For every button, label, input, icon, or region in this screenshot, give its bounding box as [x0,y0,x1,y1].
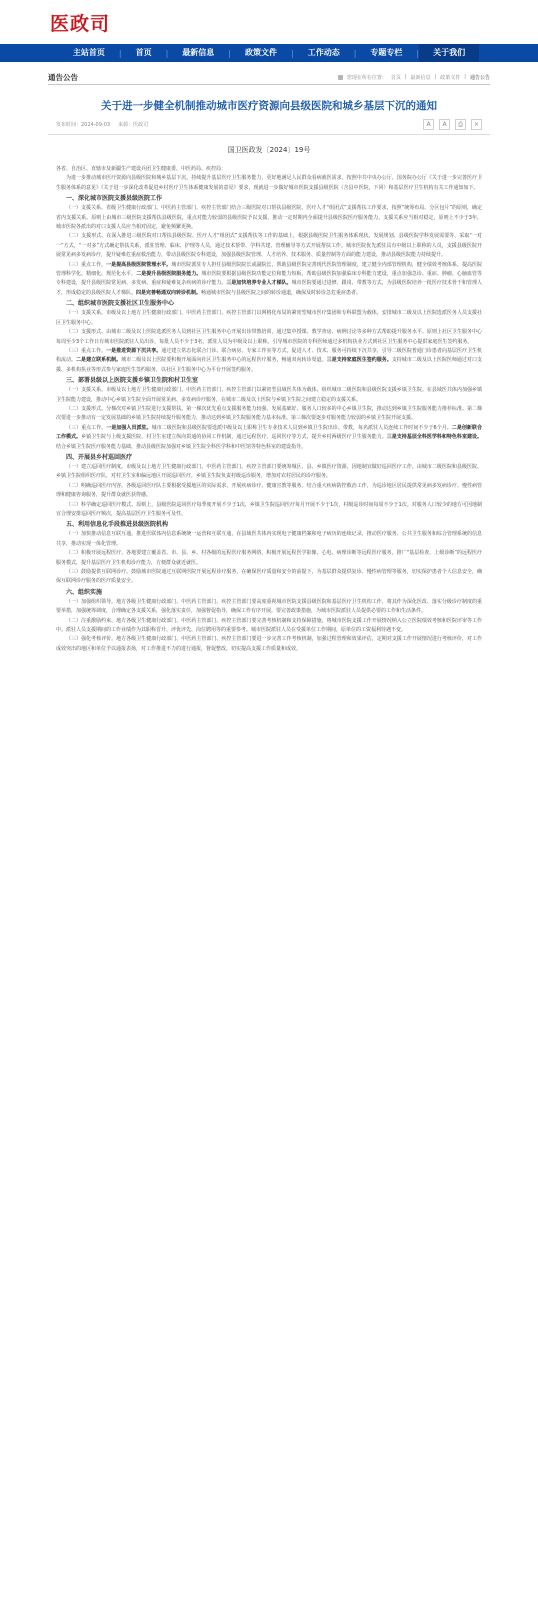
addressee: 各省、自治区、直辖市及新疆生产建设兵团卫生健康委、中医药局、疾控局： [56,166,227,172]
point-text: 城市医院派驻专人担任县级医院院长或副院长，帮助县级医院完善现代医院管理制度，建立健全内部管理机构，健全绩效考核体系。提高医院管理科学化、精细化、规范化水平。 [56,261,482,278]
section-bar [48,70,490,85]
site-header [0,0,538,44]
document-number: 国卫医政发〔2024〕19号 [227,146,311,154]
paragraph-text: 由城市二级及以上医院选派医务人员到社区卫生服务中心开展出诊带教培训，通过集中授课、教学查房、病例讨论等多种方式帮助提升服务水平。原则上社区卫生服务中心每周至少3个工作日有城市医院派驻人员出诊，每批人员不少于3名，派驻人员为中级及以上职称。引导城市医院的专科医师通过多机构执业方式到社区卫生服务中心提供家庭医生签约服务。 [56,329,482,345]
breadcrumb-item[interactable]: 首页 [390,74,401,81]
breadcrumb-item[interactable]: 政策文件 [440,74,461,81]
paragraph-text: 省级卫生健康行政部门、中医药主管部门、疾控主管部门结合三级医院对口帮扶县级医院、医疗人才“组团式”支援帮扶工作要求，按照“统筹布局、分区包片”的原则，确定省内支援关系。原则上由城市三级医院支援帮扶县级医院，重点对能力较弱的县级医院予以支援，推动一定时期内全面提升县级医院医疗服务能力。支援关系应当相对稳定，原则上不少于3年，城市医院各派出的对口支援人员应当相对固定，避免频繁更换。 [56,205,482,231]
paragraph-text: 鼓励城市医院通过互联网医院开展远程诊疗服务，在确保医疗质量和安全的前提下，为基层群众提供复诊、慢性病管理等服务，切实保护患者个人信息安全，确保互联网诊疗服务的医疗质量安全。 [56,569,482,585]
point-text: 通过建立常态化联合门诊、联合病房、专家工作室等方式，促进人才、技术、服务可持续下沉共享，引导二级医院普通门诊患者向基层医疗卫生机构流动。 [56,347,482,364]
paragraph-lead: （一）加强组织领导。 [66,598,117,605]
paragraph-lead: （二）积极开展远程医疗。 [66,550,127,557]
breadcrumb [338,74,490,81]
section-paragraph [56,328,482,347]
paragraph-text: 地方各级卫生健康行政部门、中医药主管部门、疾控主管部门要进一步完善工作考核机制，加强过程管理和效果评估，定期对支援工作开展情况进行考核评价，对工作成效突出的地区和单位予以通报表扬，对工作推进不力的进行通报，督促整改，切实提高支援工作质量和成效。 [56,636,482,652]
paragraph-lead: （三）强化考核评价。 [66,636,117,643]
section-paragraph [56,463,482,482]
section-heading: 三、部署县级以上医院支援乡镇卫生院和村卫生室 [66,377,199,385]
bold-point: 一是加强人员派驻。 [106,424,152,431]
font-increase-button[interactable]: A [423,119,434,130]
section-paragraph [56,261,482,299]
breadcrumb-separator: | [464,74,466,80]
section-heading: 六、组织实施 [66,588,103,596]
section-paragraph [56,530,482,549]
paragraph-text: 分梯次对乡镇卫生院进行支援帮扶。第一梯次优先重点支援服务能力较强、发展基础好、服务人口较多的中心乡镇卫生院，推动达到乡镇卫生院服务能力推荐标准。第二梯次要进一步推动有一定发展基础的乡镇卫生院持续提升服务能力，推动达到乡镇卫生院服务能力基本标准。第三梯次要逐步对服务能力较弱的乡镇卫生院开展支援。 [56,405,482,422]
point-text: 支持城市二级及以上医院医师通过对口支援、多机构执业等形式参与家庭医生签约服务，以社区卫生服务中心为平台开展签约服务。 [56,357,482,373]
paragraph-lead: （二）支援形式。 [66,233,107,240]
point-text: 畅通城市医院与县级医院之间的转诊通道，确保及时转诊急危重症患者。 [201,289,362,296]
section-heading: 一、深化城市医院支援县级医院工作 [66,195,163,203]
publish-date: 发布时间：2024-09-03 [56,122,111,128]
point-text: 城市二级及以上医院要积极开展面向社区卫生服务中心的远程医疗服务，畅通双向转诊渠道。 [121,357,327,364]
paragraph-text: 市级及以上地方卫生健康行政部门、中医药主管部门、疾控主管部门以网格化布局的紧密型城市医疗集团和专科联盟为载体，安排城市二级及以上医院选派医务人员支援社区卫生服务中心。 [56,310,482,326]
section-paragraph [56,549,482,568]
section-paragraph [56,232,482,260]
bold-point: 二是建立联系机制。 [76,357,122,364]
article-tools [423,119,482,130]
section-paragraph [56,482,482,501]
main-nav [0,44,538,62]
point-text: 城市医院要通过进修、跟岗、带教等方式，为县级医院培养一批医疗技术骨干和管理人才，形成稳定的县级医院人才梯队。 [56,280,482,296]
close-button[interactable]: × [471,119,482,130]
breadcrumb-separator: | [404,74,407,80]
print-button[interactable]: ⎙ [455,119,466,130]
section-paragraph [56,309,482,328]
paragraph-lead: （一）建立巡回医疗制度。 [66,463,127,470]
section-paragraph [56,568,482,587]
bold-point: 三是支持基层全科医学科和特色科室建设。 [386,434,482,441]
breadcrumb-item[interactable]: 通告公告 [469,74,490,81]
font-decrease-button[interactable]: A [439,119,450,130]
bold-point: 二是提升县级医院服务能力。 [136,271,202,278]
nav-item[interactable]: 主站首页 [72,48,105,57]
paragraph-lead: （一）支援关系。 [66,310,107,317]
bold-point: 一是提高县级医院管理水平。 [106,261,172,268]
paragraph-text: 各级巡回医疗队主要根据受援地区的实际需求，开展疾病诊疗、健康宣教等服务。结合重大疾病防控救治工作，为巡诊地区居民提供常见病多发病诊疗、慢性病管理和健康咨询服务，提升群众就医获得感。 [56,482,482,499]
paragraph-lead: （三）重点工作。 [66,424,107,431]
nav-item[interactable]: 工作动态 [307,48,340,57]
paragraph-lead: （二）明确巡回医疗内容。 [66,482,127,489]
point-text: 结合乡镇卫生院医疗服务能力基础，推动县级医院加强对乡镇卫生院全科医学科和中医馆等特色科室的建设指导。 [56,443,307,450]
section-paragraph [56,405,482,424]
breadcrumb-separator: | [434,74,437,80]
paragraph-text: 在深入推进三级医院对口帮扶县级医院、医疗人才“组团式”支援帮扶等工作的基础上，根据县级医院卫生服务体系现状、发展规划、县级医院学科发展需要等，采取“一对一”方式，“一对多”方式确定帮扶关系，派驻管理、临床、护理等人员，通过技术帮带、学科共建、管理辅导等方式开展帮扶工作。城市医院优先派驻具有中级以上职称的人员，支援县级医院开展常见病多发病诊疗，提升疑难危重症救治能力，带动县级医院专科建设，加强县级医院管理、人才培养、技术服务、质量控制等方面的能力建设，推动县级医院能力持续提升。 [56,233,482,259]
nav-item[interactable]: 政策文件 [245,48,277,57]
breadcrumb-label: 您现在所在位置： [346,74,387,81]
section-paragraph [56,347,482,375]
paragraph-text: 市级及以上地方卫生健康行政部门、中医药主管部门、疾控主管部门要统筹城区、县、乡镇医疗资源，因地制宜做好巡回医疗工作。由城市二级医院和县级医院、乡镇卫生院组织医疗队，对村卫生室和偏远地区开展巡回医疗，乡镇卫生院负责村级巡诊服务，增加对农村居民的诊疗服务。 [56,463,482,480]
home-icon [338,75,343,80]
article [48,99,490,654]
paragraph-lead: （一）支援关系。 [66,387,107,394]
nav-separator: | [416,48,420,58]
nav-item[interactable]: 关于我们 [419,44,479,62]
nav-item[interactable]: 首页 [135,48,152,57]
section-paragraph [56,598,482,617]
section-paragraph [56,501,482,520]
bold-point: 三是加快培养专业人才梯队。 [226,280,292,287]
paragraph-lead: （三）重点工作。 [66,261,107,268]
paragraph-lead: （二）支援形式。 [66,329,107,336]
section-paragraph [56,635,482,654]
site-logo[interactable]: 医政司 [50,13,111,35]
paragraph-lead: （二）支援形式。 [66,405,107,412]
nav-separator: | [118,48,122,58]
article-meta [48,119,490,135]
paragraph-text: 推进医联体内信息系统统一运营和互联互通，在县域医共体内实现电子健康档案和电子病历的连续记录，推动医疗服务、公共卫生服务和综合管理系统的信息共享，推动实现一体化管理。 [56,531,482,547]
intro-paragraph: 为进一步推动城市医疗资源向县级医院和城乡基层下沉，持续提升基层医疗卫生服务能力，更好地满足人民群众看病就医需求，按照中共中央办公厅、国务院办公厅《关于进一步完善医疗卫生服务体系的意见》《关于进一步深化改革促进乡村医疗卫生体系健康发展的意见》要求，现就进一步做好城市医院支援县级医院（含县中医院，下同）和基层医疗卫生机构有关工作通知如下。 [56,175,482,191]
paragraph-text: 地方各级卫生健康行政部门、中医药主管部门、疾控主管部门要高度重视城市医院支援县级医院和基层医疗卫生机构工作，将其作为深化医改、落实分级诊疗制度的重要举措，加强统筹调度，合理确定各支援关系，强化落实责任，加强督促指导，确保工作有序开展。要完善政策措施，为城市医院派驻人员提供必要的工作和生活条件。 [56,598,482,615]
section-paragraph [56,617,482,636]
article-body [48,165,490,654]
paragraph-lead: （三）科学确定巡回医疗模式。 [66,501,137,508]
nav-separator: | [353,48,357,58]
paragraph-lead: （一）加快推动信息互联互通。 [66,531,137,538]
bold-point: 三是支持家庭医生签约服务。 [326,357,392,364]
point-text: 城市医院要根据县级医院功能定位和能力短板，帮助县级医院加强临床专科能力建设，重点加强急诊、重症、肿瘤、心脑血管等专科建设，提升县级医院常见病、多发病、重症和疑难复杂疾病的诊疗能力。 [56,271,482,287]
section-paragraph [56,424,482,452]
point-text: 乡镇卫生院与上级支援医院、村卫生室建立纵向贯通的协同工作机制，通过远程医疗、巡回医疗等方式，提升乡村两级医疗卫生服务能力。 [81,434,387,441]
source: 来源：医政司 [118,122,149,128]
paragraph-lead: （三）重点工作。 [66,347,107,354]
section-paragraph [56,386,482,405]
nav-item[interactable]: 专题专栏 [370,48,403,57]
paragraph-text: 各地要建立覆盖省、市、县、乡、村各级的远程医疗服务网络，积极开展远程医学影像、心电、病理诊断等远程医疗服务，推广“基层检查、上级诊断”的远程医疗服务模式，提升基层医疗卫生机构诊疗能力，方便群众就近就医。 [56,550,482,566]
section-heading: 五、利用信息化手段推进县级医院机构 [66,521,169,529]
nav-item[interactable]: 最新信息 [182,48,215,57]
bold-point: 四是完善畅通双向转诊机制。 [136,289,202,296]
bold-point: 一是推进资源下沉共享。 [106,347,162,354]
paragraph-lead: （一）支援关系。 [66,205,107,212]
nav-separator: | [228,48,231,58]
section-heading: 四、开展县乡村巡回医疗 [66,453,133,461]
section-title: 通告公告 [48,72,78,82]
paragraph-text: 地方各级卫生健康行政部门、中医药主管部门、疾控主管部门要完善考核机制和支持保障措施，将城市医院支援工作开展情况纳入公立医院绩效考核和医院评审等工作中。派驻人员支援期间的工作业绩作为其职称晋升、评优评先、岗位聘用等的重要参考。城市医院派驻人员在受援单位工作期间，原单位的工资福利待遇不变。 [56,617,482,634]
bold-point: 二是创新联合工作模式。 [56,424,482,441]
nav-separator: | [291,48,294,58]
paragraph-text: 原则上，县级医院巡回医疗每季度开展不少于1次，乡镇卫生院巡回医疗每月开展不少于1次，村级巡诊时间每周不少于1次。对服务人口较少的地方可因地制宜合理安排巡回医疗频次，提高基层医疗卫生服务可及性。 [56,501,482,517]
section-heading: 二、组织城市医院支援社区卫生服务中心 [66,300,175,308]
article-title: 关于进一步健全机制推动城市医疗资源向县级医院和城乡基层下沉的通知 [101,100,437,112]
section-paragraph [56,204,482,232]
paragraph-lead: （二）注重激励约束。 [66,617,117,624]
paragraph-lead: （三）鼓励提供互联网诊疗。 [66,569,132,576]
point-text: 城市二级医院和县级医院要选派中级及以上职称卫生专业技术人员到乡镇卫生院出诊、带教，每名派驻人员连续工作时间不少于6个月。 [151,424,452,431]
nav-separator: | [165,48,169,58]
paragraph-text: 市级及以上地方卫生健康行政部门、中医药主管部门、疾控主管部门以紧密型县域医共体为载体，组织城市二级医院和县级医院支援乡镇卫生院。在县域医共体内加强乡镇卫生院能力建设，推动中心乡镇卫生院全面开展常见病、多发病诊疗服务，在城市二级及以上医院与乡镇卫生院之间建立稳定的支援关系。 [56,387,482,403]
breadcrumb-item[interactable]: 最新信息 [410,74,431,81]
